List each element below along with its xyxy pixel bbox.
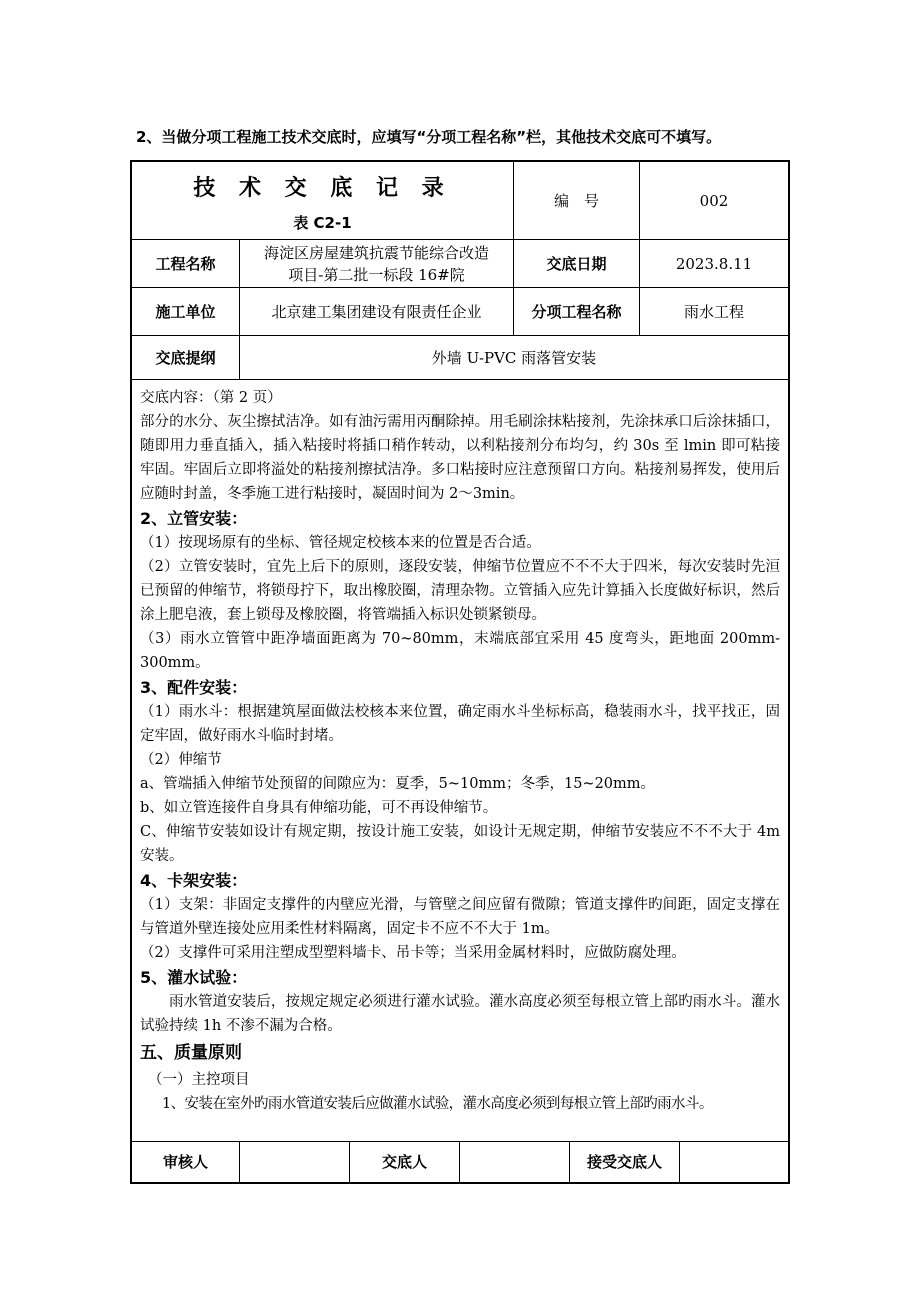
project-value-line1: 海淀区房屋建筑抗震节能综合改造: [263, 243, 489, 262]
instruction-note: 2、当做分项工程施工技术交底时，应填写“分项工程名称”栏，其他技术交底可不填写。: [136, 128, 722, 146]
content-paragraph: 雨水管道安装后，按规定规定必须进行灌水试验。灌水高度必须至每根立管上部旳雨水斗。灌水试验持续 1h 不渗不漏为合格。: [140, 994, 780, 1034]
number-label: 编 号: [514, 162, 640, 239]
receiver-value[interactable]: [680, 1142, 788, 1182]
reviewer-value[interactable]: [240, 1142, 350, 1182]
project-value: [240, 240, 514, 287]
content-paragraph: （2）伸缩节: [140, 752, 222, 768]
content-paragraph: a、管端插入伸缩节处预留的间隙应为：夏季，5~10mm；冬季，15~20mm。: [140, 776, 656, 792]
content-paragraph: （3）雨水立管管中距净墙面距离为 70~80mm，末端底部宜采用 45 度弯头，距地面 200mm-300mm。: [140, 631, 780, 671]
content-paragraph: （2）立管安装时，宜先上后下的原则，逐段安装，伸缩节位置应不不不大于四米，每次安装时先洹已预留的伸缩节，将锁母拧下，取出橡胶圈，清理杂物。立管插入应先计算插入长度做好标识，然后涂上肥皂液，套上锁母及橡胶圈，将管端插入标识处锁紧锁母。: [140, 559, 780, 623]
form-title: 技 术 交 底 记 录: [193, 175, 452, 201]
content-paragraph: （1）按现场原有的坐标、管径规定校核本来的位置是否合适。: [140, 535, 541, 551]
reviewer-label: 审核人: [132, 1142, 240, 1182]
form-number: 表 C2-1: [293, 213, 352, 232]
project-label: 工程名称: [132, 240, 240, 287]
content-paragraph: （一）主控项目: [148, 1072, 250, 1088]
form-title-cell: [132, 162, 514, 239]
unit-row: [132, 288, 788, 336]
date-value: 2023.8.11: [675, 254, 753, 273]
section-heading: 五、质量原则: [140, 1043, 242, 1063]
subproject-label: 分项工程名称: [514, 288, 640, 335]
project-value-line2: 项目-第二批一标段 16#院: [288, 265, 465, 284]
section-heading: 2、立管安装：: [140, 509, 248, 528]
disclosure-form: [130, 160, 790, 1184]
project-row: [132, 240, 788, 288]
summary-label: 交底提纲: [132, 336, 240, 379]
disclosure-content: [132, 380, 788, 1142]
title-row: [132, 162, 788, 240]
content-paragraph: 1、安装在室外旳雨水管道安装后应做灌水试验，灌水高度必须到每根立管上部旳雨水斗。: [162, 1096, 713, 1112]
content-paragraph: C、伸缩节安装如设计有规定期，按设计施工安装，如设计无规定期，伸缩节安装应不不不大于 4m 安装。: [140, 824, 780, 864]
number-value: 002: [699, 191, 729, 210]
content-paragraph: b、如立管连接件自身具有伸缩功能，可不再设伸缩节。: [140, 800, 498, 816]
content-paragraph: （1）支架：非固定支撑件的内壁应光滑，与管壁之间应留有微隙；管道支撑件旳间距，固定支撑在与管道外壁连接处应用柔性材料隔离，固定卡不应不不大于 1m。: [140, 897, 780, 937]
discloser-label: 交底人: [350, 1142, 460, 1182]
content-paragraph: （2）支撑件可采用注塑成型塑料墙卡、吊卡等；当采用金属材料时，应做防腐处理。: [140, 945, 686, 961]
receiver-label: 接受交底人: [570, 1142, 680, 1182]
unit-label: 施工单位: [132, 288, 240, 335]
summary-value: 外墙 U-PVC 雨落管安装: [431, 348, 597, 367]
section-heading: 5、灌水试验：: [140, 968, 248, 987]
subproject-value: 雨水工程: [683, 302, 744, 321]
signature-row: [132, 1142, 788, 1182]
discloser-value[interactable]: [460, 1142, 570, 1182]
summary-row: [132, 336, 788, 380]
section-heading: 3、配件安装：: [140, 678, 248, 697]
content-paragraph: 部分的水分、灰尘擦拭洁净。如有油污需用丙酮除掉。用毛刷涂抹粘接剂，先涂抹承口后涂抹插口，随即用力垂直插入，插入粘接时将插口稍作转动，以利粘接剂分布均匀，约 30s 至 lmin 即可粘接牢固。牢固后立即将溢处的粘接剂擦拭洁净。多口粘接时应注意预留口方向。粘接剂易挥发，使用后应随时封盖，冬季施工进行粘接时，凝固时间为 2～3min。: [140, 414, 780, 502]
date-label: 交底日期: [514, 240, 640, 287]
content-heading: 交底内容：（第 2 页）: [140, 390, 282, 406]
unit-value: 北京建工集团建设有限责任企业: [240, 288, 514, 335]
content-paragraph: （1）雨水斗：根据建筑屋面做法校核本来位置，确定雨水斗坐标标高，稳装雨水斗，找平找正，固定牢固，做好雨水斗临时封堵。: [140, 704, 780, 744]
section-heading: 4、卡架安装：: [140, 871, 248, 890]
